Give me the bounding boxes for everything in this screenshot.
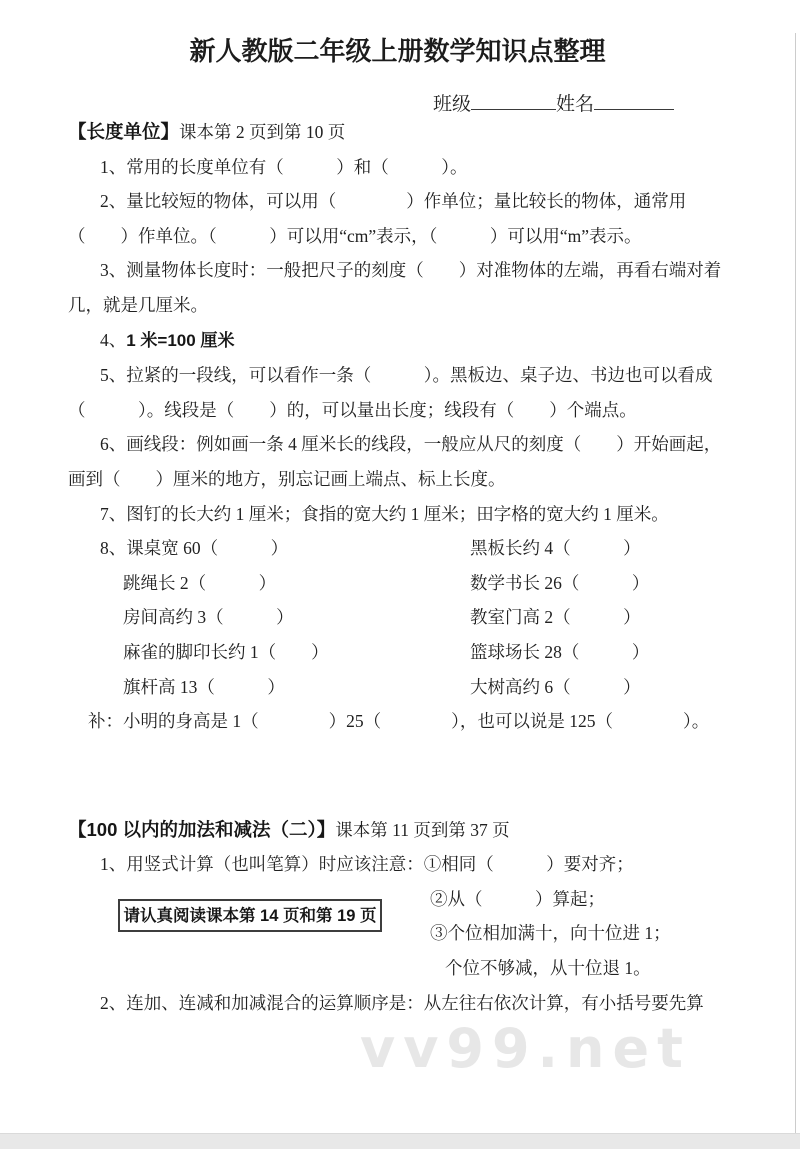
fill-blank-left: 房间高约 3（ ） xyxy=(123,607,294,628)
section-add-subtract xyxy=(68,813,727,1021)
length-item-8-row xyxy=(68,635,727,670)
length-supplement: 补：小明的身高是 1（ ）25（ ），也可以说是 125（ ）。 xyxy=(88,711,710,732)
length-item-8-row xyxy=(68,600,727,635)
addsub-item-2: 2、连加、连减和加减混合的运算顺序是：从左往右依次计算，有小括号要先算 xyxy=(100,992,704,1013)
addsub-note-1: ①相同（ ）要对齐； xyxy=(423,854,634,875)
document-title: 新人教版二年级上册数学知识点整理 xyxy=(189,36,606,66)
read-textbook-note-box xyxy=(118,899,382,932)
document-content xyxy=(0,33,795,1020)
class-name-line xyxy=(433,89,727,115)
fill-blank-left: 旗杆高 13（ ） xyxy=(123,676,285,697)
class-blank-line xyxy=(471,89,556,110)
length-item-7: 7、图钉的长大约 1 厘米；食指的宽大约 1 厘米；田字格的宽大约 1 厘米。 xyxy=(100,503,669,524)
addsub-item-1-lead: 1、用竖式计算（也叫笔算）时应该注意： xyxy=(100,854,424,875)
length-item-8-row xyxy=(68,566,727,601)
addsub-note-3: ③个位相加满十，向十位进 1； xyxy=(430,923,671,944)
page-bottom-strip xyxy=(0,1133,800,1149)
section-length-subtitle: 课本第 2 页到第 10 页 xyxy=(179,122,346,142)
section-length-units xyxy=(68,115,727,739)
section-length-header xyxy=(68,115,727,150)
section-addsub-header xyxy=(68,813,727,848)
length-item-8-row xyxy=(68,531,727,566)
name-label: 姓名 xyxy=(556,94,595,115)
fill-blank-left: 跳绳长 2（ ） xyxy=(123,572,277,593)
read-textbook-note-text: 请认真阅读课本第 14 页和第 19 页 xyxy=(123,906,377,925)
fill-blank-right: 大树高约 6（ ） xyxy=(470,676,641,697)
fill-blank-left: 麻雀的脚印长约 1（ ） xyxy=(123,641,329,662)
length-item-4-number: 4、 xyxy=(100,329,127,350)
length-item-1: 1、常用的长度单位有（ ）和（ ）。 xyxy=(100,156,468,177)
length-item-4 xyxy=(68,323,727,359)
fill-blank-right: 篮球场长 28（ ） xyxy=(470,641,650,662)
class-label: 班级 xyxy=(433,94,472,115)
document-page xyxy=(0,33,796,1133)
fill-blank-right: 黑板长约 4（ ） xyxy=(470,538,641,559)
length-item-4-rule: 1 米=100 厘米 xyxy=(126,330,235,350)
fill-blank-right: 数学书长 26（ ） xyxy=(470,572,650,593)
addsub-note-3-continued: 个位不够减，从十位退 1。 xyxy=(445,958,651,979)
addsub-item-1 xyxy=(68,847,727,882)
section-addsub-subtitle: 课本第 11 页到第 37 页 xyxy=(335,819,510,840)
length-item-3: 3、测量物体长度时：一般把尺子的刻度（ ）对准物体的左端，再看右端对着几，就是几厘米。 xyxy=(68,260,722,315)
length-item-2: 2、量比较短的物体，可以用（ ）作单位；量比较长的物体，通常用（ ）作单位。（ ）可以用“cm”表示，（ ）可以用“m”表示。 xyxy=(68,191,687,246)
section-addsub-title: 【100 以内的加法和减法（二）】 xyxy=(68,818,336,840)
addsub-note-2: ②从（ ）算起； xyxy=(430,888,605,909)
fill-blank-left: 8、课桌宽 60（ ） xyxy=(100,538,289,559)
length-item-5: 5、拉紧的一段线，可以看作一条（ ）。黑板边、桌子边、书边也可以看成（ ）。线段是（ ）的，可以量出长度；线段有（ ）个端点。 xyxy=(68,365,713,420)
name-blank-line xyxy=(594,89,674,110)
length-item-6: 6、画线段：例如画一条 4 厘米长的线段，一般应从尺的刻度（ ）开始画起，画到（ ）厘米的地方，别忘记画上端点、标上长度。 xyxy=(68,434,722,489)
watermark: vv99.net xyxy=(360,1017,691,1080)
length-item-8-row xyxy=(68,670,727,705)
section-length-title: 【长度单位】 xyxy=(68,121,180,142)
fill-blank-right: 教室门高 2（ ） xyxy=(470,607,641,628)
